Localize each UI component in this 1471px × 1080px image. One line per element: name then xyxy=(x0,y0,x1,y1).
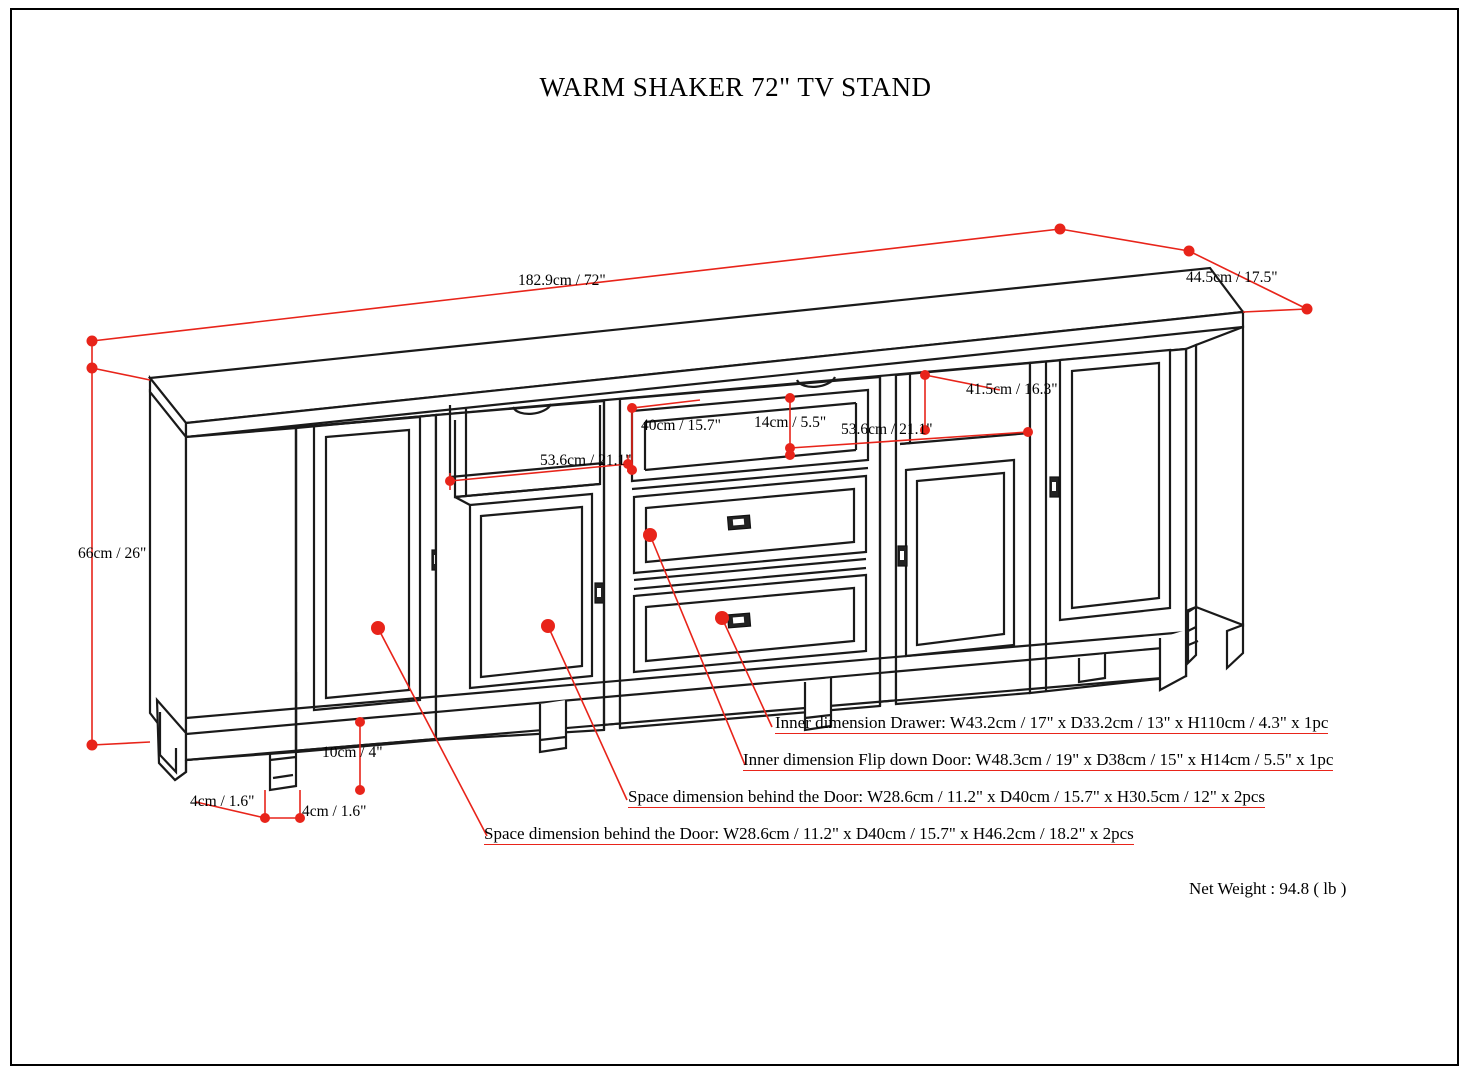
dim-top-shelf-depth-text: 41.5cm / 16.3" xyxy=(966,381,1058,398)
dim-overall-height: 66cm / 26" xyxy=(78,545,147,562)
note-space-behind-door-12 xyxy=(628,787,1265,807)
dim-top-shelf-depth xyxy=(966,382,1058,398)
note-flip-door-inner-dimension-text: Inner dimension Flip down Door: W48.3cm / 19" x D38cm / 15" x H14cm / 5.5" x 1pc xyxy=(743,750,1334,769)
dim-flip-door-height: 14cm / 5.5" xyxy=(754,414,827,431)
note-drawer-inner-dimension xyxy=(775,713,1328,733)
dim-overall-width: 182.9cm / 72" xyxy=(518,272,606,289)
note-drawer-inner-dimension-text: Inner dimension Drawer: W43.2cm / 17" x D33.2cm / 13" x H110cm / 4.3" x 1pc xyxy=(775,713,1329,732)
dim-left-bay-width: 53.6cm / 21.1" xyxy=(540,452,632,469)
dim-open-shelf-height: 40cm / 15.7" xyxy=(641,417,721,434)
page-title: WARM SHAKER 72" TV STAND xyxy=(539,72,932,102)
dim-overall-depth: 44.5cm / 17.5" xyxy=(1186,269,1278,286)
dim-leg-width-left: 4cm / 1.6" xyxy=(190,793,255,810)
net-weight: Net Weight : 94.8 ( lb ) xyxy=(1189,879,1347,898)
note-space-behind-door-18-text: Space dimension behind the Door: W28.6cm / 11.2" x D40cm / 15.7" x H46.2cm / 18.2" x 2pcs xyxy=(484,824,1134,843)
note-flip-door-inner-dimension xyxy=(743,750,1333,770)
dim-leg-width-right: 4cm / 1.6" xyxy=(302,803,367,820)
dim-leg-height: 10cm / 4" xyxy=(322,744,383,761)
note-space-behind-door-12-text: Space dimension behind the Door: W28.6cm / 11.2" x D40cm / 15.7" x H30.5cm / 12" x 2pcs xyxy=(628,787,1265,806)
note-space-behind-door-18 xyxy=(484,824,1134,844)
dim-right-bay-width: 53.6cm / 21.1" xyxy=(841,421,933,438)
